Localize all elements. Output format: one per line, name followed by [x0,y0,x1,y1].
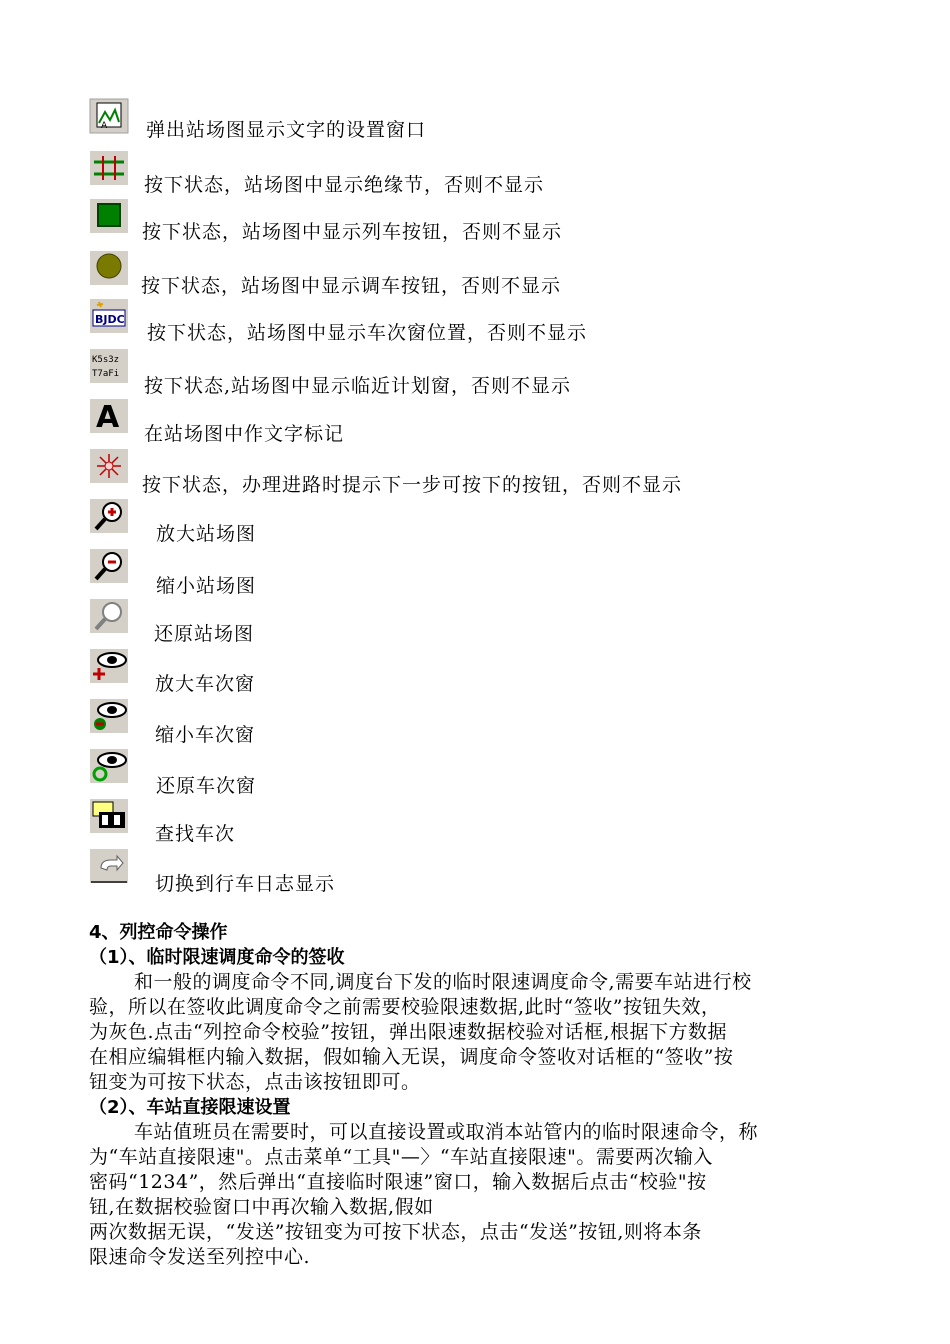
section-heading: 4、列控命令操作 [89,922,228,943]
toolbar-item-label: 按下状态，办理进路时提示下一步可按下的按钮，否则不显示 [142,474,683,496]
paragraph-line: 验，所以在签收此调度命令之前需要校验限速数据,此时“签收”按钮失效， [89,996,721,1018]
svg-text:BJDC: BJDC [95,313,125,326]
document-section [89,920,859,1270]
insulation-joint-icon [89,150,129,186]
svg-text:T7aFi: T7aFi [92,369,120,379]
train-window-reset-icon [89,748,129,784]
svg-text:A: A [96,400,120,434]
paragraph-line: 钮,在数据校验窗口中再次输入数据,假如 [89,1196,434,1218]
log-switch-icon [89,848,129,884]
subsection-heading-2: （2）、车站直接限速设置 [89,1097,291,1118]
paragraph-line: 在相应编辑框内输入数据，假如输入无误，调度命令签收对话框的“签收”按 [89,1046,734,1068]
toolbar-item-label: 按下状态，站场图中显示绝缘节，否则不显示 [144,174,545,196]
toolbar-item-label: 放大站场图 [156,523,257,545]
paragraph-line: 两次数据无误，“发送”按钮变为可按下状态，点击“发送”按钮,则将本条 [89,1221,702,1243]
paragraph-line: 和一般的调度命令不同,调度台下发的临时限速调度命令,需要车站进行校 [134,971,752,993]
train-window-shrink-icon [89,698,129,734]
toolbar-item-label: 还原车次窗 [156,775,257,797]
toolbar-item-label: 切换到行车日志显示 [155,873,336,895]
toolbar-item-label: 按下状态，站场图中显示调车按钮，否则不显示 [141,275,562,297]
zoom-out-icon [89,548,129,584]
shunting-button-icon [89,250,129,286]
toolbar-item-label: 按下状态，站场图中显示车次窗位置，否则不显示 [147,322,588,344]
approach-plan-icon [89,348,129,384]
train-window-enlarge-icon [89,648,129,684]
paragraph-1 [89,970,859,1095]
subsection-heading-1: （1）、临时限速调度命令的签收 [89,947,345,968]
text-settings-icon [89,98,129,134]
toolbar-item-label: 按下状态，站场图中显示列车按钮，否则不显示 [142,221,563,243]
train-button-icon [89,198,129,234]
paragraph-2 [89,1120,859,1270]
toolbar-item-label: 按下状态,站场图中显示临近计划窗，否则不显示 [144,375,572,397]
paragraph-line: 为灰色.点击“列控命令校验”按钮，弹出限速数据校验对话框,根据下方数据 [89,1021,728,1043]
zoom-reset-icon [89,598,129,634]
toolbar-item-label: 在站场图中作文字标记 [144,423,345,445]
text-mark-icon [89,398,129,434]
paragraph-line: 为“车站直接限速"。点击菜单“工具"—〉“车站直接限速"。需要两次输入 [89,1146,713,1168]
paragraph-line: 钮变为可按下状态，点击该按钮即可。 [89,1071,421,1093]
toolbar-item-label: 缩小站场图 [156,575,257,597]
toolbar-item-label: 还原站场图 [154,623,255,645]
paragraph-line: 车站值班员在需要时，可以直接设置或取消本站管内的临时限速命令，称 [134,1121,759,1143]
paragraph-line: 密码“1234”，然后弹出“直接临时限速”窗口，输入数据后点击“校验"按 [89,1171,707,1193]
svg-text:A: A [101,121,108,131]
zoom-in-icon [89,498,129,534]
route-hint-icon [89,448,129,484]
toolbar-item-label: 弹出站场图显示文字的设置窗口 [146,119,427,141]
toolbar-item-label: 查找车次 [155,823,236,845]
train-number-window-icon [89,298,129,334]
paragraph-line: 限速命令发送至列控中心. [89,1246,311,1268]
find-train-icon [89,798,129,834]
toolbar-item-label: 放大车次窗 [155,673,256,695]
svg-text:K5s3z: K5s3z [92,355,120,365]
toolbar-item-label: 缩小车次窗 [155,724,256,746]
